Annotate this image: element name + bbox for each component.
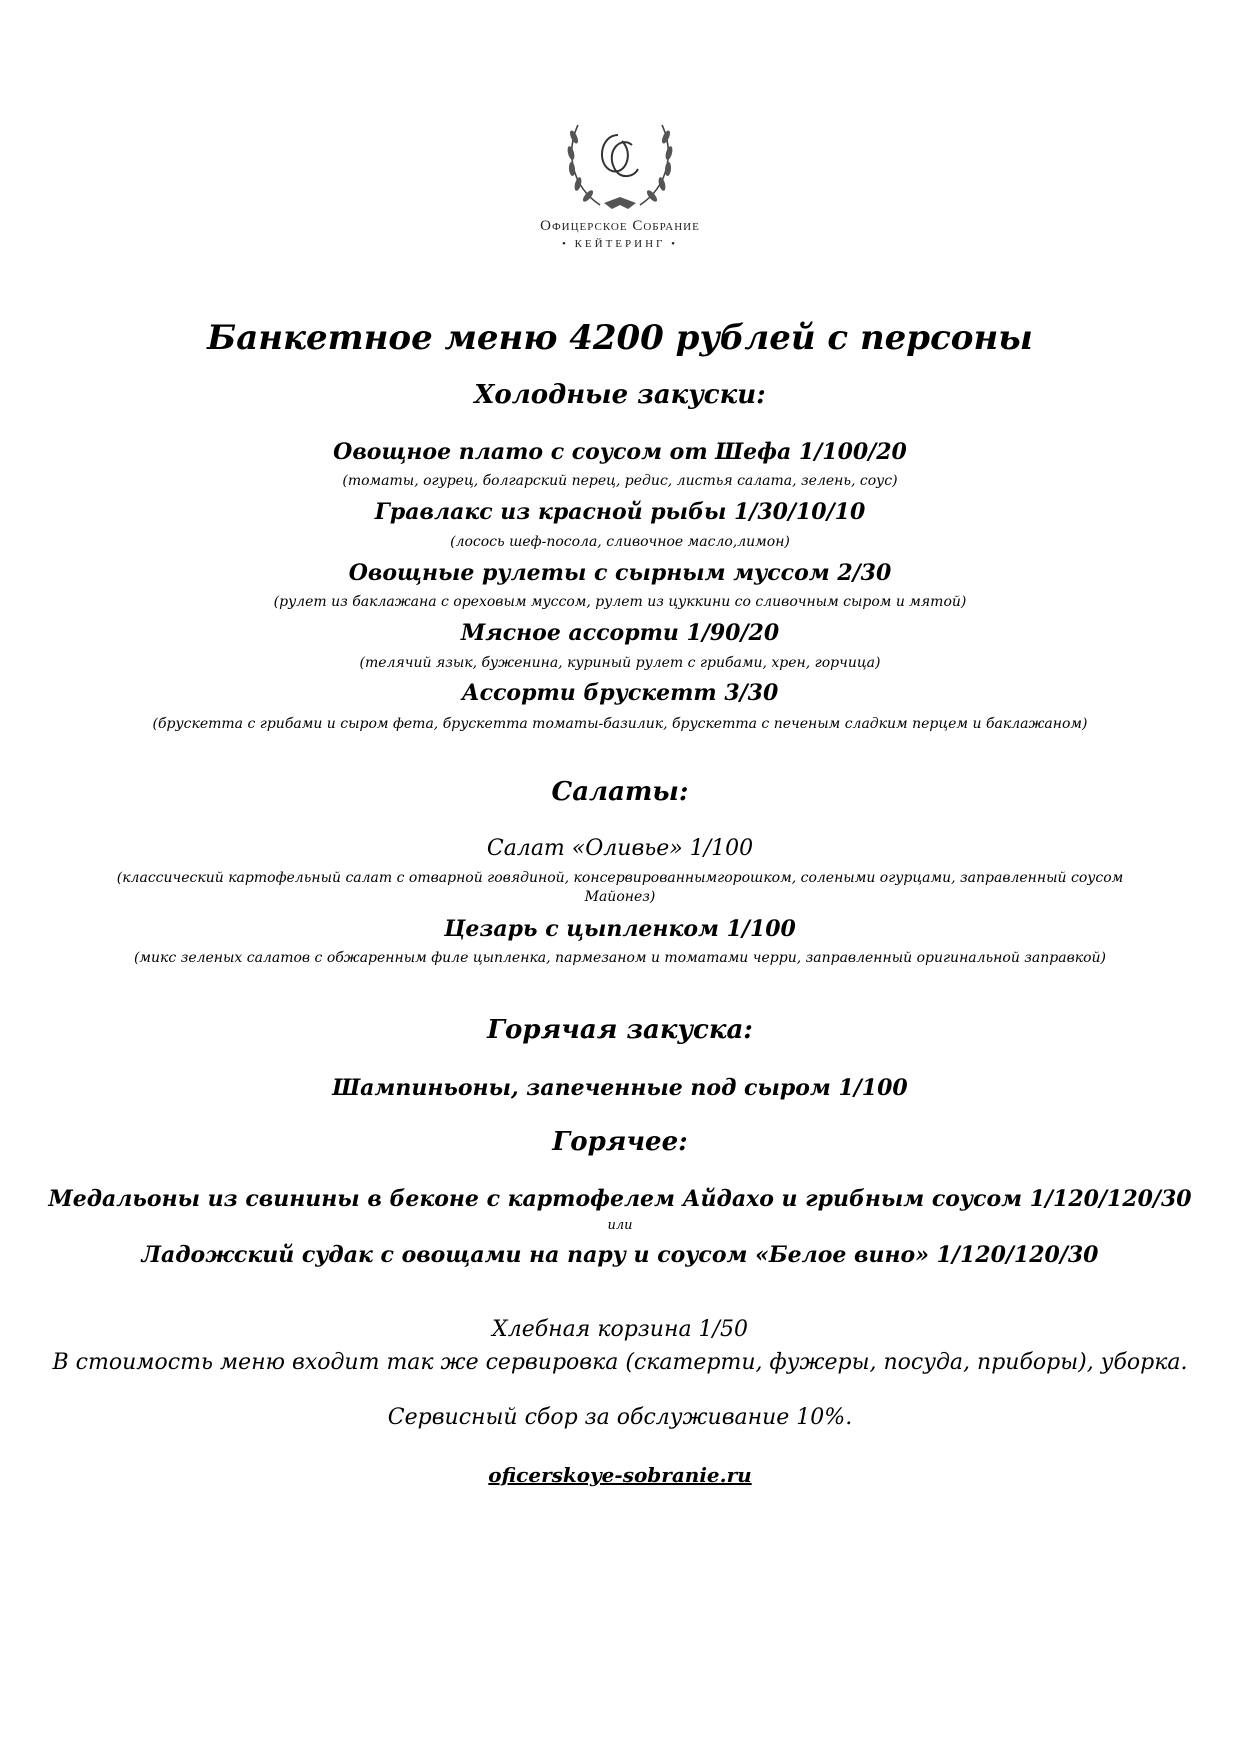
section-heading-hot-starter: Горячая закуска: bbox=[487, 1015, 753, 1045]
dish-description: (лосось шеф-посола, сливочное масло,лимон) bbox=[450, 534, 790, 550]
dish-name: Гравлакс из красной рыбы 1/30/10/10 bbox=[374, 499, 866, 525]
bread-basket: Хлебная корзина 1/50 bbox=[492, 1317, 748, 1342]
dish-name: Ассорти брускетт 3/30 bbox=[461, 680, 779, 706]
included-note: В стоимость меню входит так же сервировка (скатерти, фужеры, посуда, приборы), уборка. bbox=[52, 1350, 1188, 1375]
dish-description: (телячий язык, буженина, куриный рулет с грибами, хрен, горчица) bbox=[359, 655, 881, 671]
service-fee: Сервисный сбор за обслуживание 10%. bbox=[387, 1405, 853, 1430]
dish-description: (классический картофельный салат с отварной говядиной, консервированнымгорошком, солеными огурцами, заправленный соусом bbox=[116, 870, 1124, 886]
dish-name: Шампиньоны, запеченные под сыром 1/100 bbox=[332, 1075, 908, 1101]
dish-name: Салат «Оливье» 1/100 bbox=[486, 836, 754, 861]
dish-name: Мясное ассорти 1/90/20 bbox=[460, 620, 780, 646]
company-logo bbox=[560, 105, 680, 225]
dish-name: Овощные рулеты с сырным муссом 2/30 bbox=[348, 560, 892, 586]
dish-name: Цезарь с цыпленком 1/100 bbox=[444, 916, 796, 942]
or-separator: или bbox=[607, 1218, 633, 1233]
section-heading-hot: Горячее: bbox=[552, 1127, 688, 1157]
brand-name: Офицерское Собрание bbox=[540, 218, 700, 234]
dish-name: Овощное плато с соусом от Шефа 1/100/20 bbox=[333, 439, 907, 465]
dish-description: (рулет из баклажана с ореховым муссом, рулет из цуккини со сливочным сыром и мятой) bbox=[273, 594, 967, 610]
dish-description: (томаты, огурец, болгарский перец, редис, листья салата, зелень, соус) bbox=[342, 473, 898, 489]
dish-name: Ладожский судак с овощами на пару и соусом «Белое вино» 1/120/120/30 bbox=[141, 1242, 1099, 1268]
dish-description: (брускетта с грибами и сыром фета, брускетта томаты-базилик, брускетта с печеным сладким перцем и баклажаном) bbox=[152, 716, 1088, 732]
section-heading-cold: Холодные закуски: bbox=[474, 380, 766, 410]
page-title: Банкетное меню 4200 рублей с персоны bbox=[207, 318, 1033, 358]
dish-description: (микс зеленых салатов с обжаренным филе цыпленка, пармезаном и томатами черри, заправленный оригинальной заправкой) bbox=[133, 950, 1107, 966]
section-heading-salads: Салаты: bbox=[551, 777, 689, 807]
dish-description-continued: Майонез) bbox=[584, 889, 656, 905]
brand-subtitle: • КЕЙТЕРИНГ • bbox=[561, 238, 678, 250]
website-link[interactable]: oficerskoye-sobranie.ru bbox=[488, 1463, 752, 1487]
dish-name: Медальоны из свинины в беконе с картофелем Айдахо и грибным соусом 1/120/120/30 bbox=[48, 1186, 1192, 1212]
